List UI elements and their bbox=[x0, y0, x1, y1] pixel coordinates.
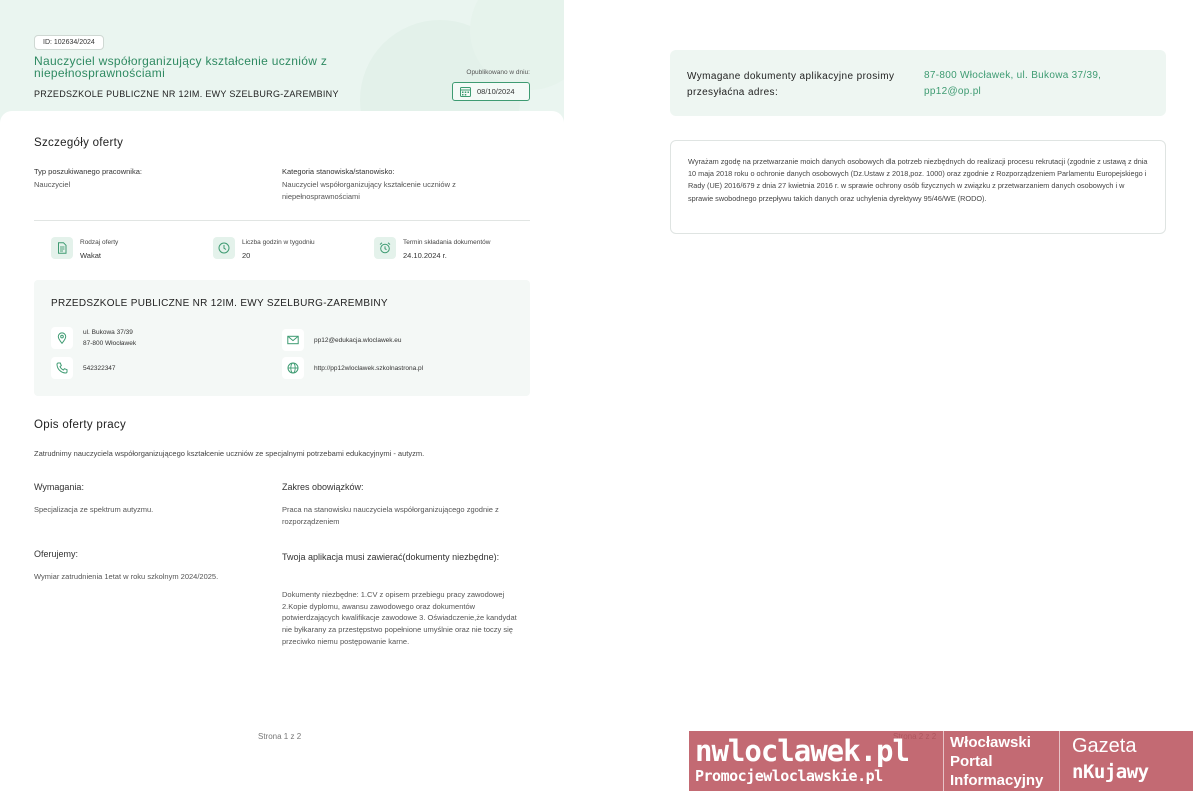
contact-card bbox=[34, 280, 530, 396]
stat-value: Wakat bbox=[80, 251, 101, 260]
offer-value: Wymiar zatrudnienia 1etat w roku szkolnym 2024/2025. bbox=[34, 572, 219, 581]
duties-label: Zakres obowiązków: bbox=[282, 482, 364, 492]
stat-label: Termin składania dokumentów bbox=[403, 239, 491, 246]
document-icon bbox=[56, 242, 68, 254]
watermark-portal: Włocławski Portal Informacyjny bbox=[943, 731, 1059, 791]
contact-address bbox=[51, 327, 136, 349]
job-title: Nauczyciel współorganizujący kształcenie uczniów z niepełnosprawnościami bbox=[34, 54, 328, 80]
duties-value: Praca na stanowisku nauczyciela współorganizującego zgodnie z rozporządzeniem bbox=[282, 505, 499, 526]
stat-value: 20 bbox=[242, 251, 251, 260]
consent-box bbox=[670, 140, 1166, 234]
application-address-value: 87-800 Włocławek, ul. Bukowa 37/39, pp12@op.pl bbox=[924, 70, 1102, 97]
stat-weekly-hours bbox=[213, 237, 315, 260]
consent-text: Wyrażam zgodę na przetwarzanie moich danych osobowych dla potrzeb niezbędnych do realizacji procesu rekrutacji (zgodnie z ustawą z dnia 10 maja 2018 roku o ochronie danych osobowych (Dz.Ustaw z 2018,poz. 1000) oraz zgodnie z Rozporządzeniem Parlamentu Europejskiego i Rady (UE) 2016/679 z dnia 27 kwietnia 2016 r. w sprawie ochrony osób fizycznych w związku z przetwarzaniem danych osobowych i w sprawie swobodnego przepływu takich danych oraz uchylenia dyrektywy 95/46/WE (RODO). bbox=[688, 157, 1148, 203]
phone-number[interactable]: 542322347 bbox=[83, 364, 116, 372]
offer-header bbox=[0, 0, 564, 125]
watermark-promo: Promocjewloclawskie.pl bbox=[695, 767, 883, 785]
offer-id-badge: ID: 102634/2024 bbox=[34, 35, 104, 50]
globe-icon bbox=[287, 362, 299, 374]
application-label: Twoja aplikacja musi zawierać(dokumenty niezbędne): bbox=[282, 552, 500, 562]
employee-type-label: Typ poszukiwanego pracownika: bbox=[34, 167, 142, 176]
alarm-clock-icon bbox=[379, 242, 391, 254]
contact-website bbox=[282, 357, 423, 379]
location-pin-icon bbox=[56, 332, 68, 344]
contact-school-name: PRZEDSZKOLE PUBLICZNE NR 12IM. EWY SZELBURG-ZAREMBINY bbox=[51, 298, 388, 309]
phone-icon bbox=[56, 362, 68, 374]
watermark-nkujawy: nKujawy bbox=[1072, 761, 1149, 783]
published-label: Opublikowano w dniu: bbox=[466, 69, 530, 76]
requirements-value: Specjalizacja ze spektrum autyzmu. bbox=[34, 505, 154, 514]
email-link[interactable]: pp12@edukacja.wloclawek.eu bbox=[314, 336, 402, 344]
school-name: PRZEDSZKOLE PUBLICZNE NR 12IM. EWY SZELBURG-ZAREMBINY bbox=[34, 89, 339, 99]
application-address-box bbox=[670, 50, 1166, 116]
watermark-site: nwloclawek.pl bbox=[695, 734, 909, 768]
category-label: Kategoria stanowiska/stanowisko: bbox=[282, 167, 395, 176]
description-intro: Zatrudnimy nauczyciela współorganizującego kształcenie uczniów ze specjalnymi potrzebami edukacyjnymi - autyzm. bbox=[34, 449, 425, 458]
document-page-1 bbox=[0, 0, 564, 799]
stat-value: 24.10.2024 r. bbox=[403, 251, 447, 260]
stat-label: Rodzaj oferty bbox=[80, 239, 119, 246]
contact-email bbox=[282, 329, 402, 351]
contact-phone bbox=[51, 357, 116, 379]
address-line-2: 87-800 Włocławek bbox=[83, 340, 137, 347]
stat-deadline bbox=[374, 237, 490, 260]
details-divider bbox=[34, 220, 530, 221]
document-page-2 bbox=[636, 0, 1200, 799]
page-number: Strona 1 z 2 bbox=[258, 732, 302, 741]
published-date-badge bbox=[452, 82, 530, 101]
stat-label: Liczba godzin w tygodniu bbox=[242, 239, 315, 246]
application-address-label: Wymagane dokumenty aplikacyjne prosimy przesyłaćna adres: bbox=[687, 71, 895, 98]
category-value: Nauczyciel współorganizujący kształcenie uczniów z niepełnosprawnościami bbox=[282, 180, 456, 201]
requirements-label: Wymagania: bbox=[34, 482, 84, 492]
clock-icon bbox=[218, 242, 230, 254]
published-date: 08/10/2024 bbox=[477, 87, 515, 96]
website-link[interactable]: http://pp12wloclawek.szkolnastrona.pl bbox=[314, 364, 424, 372]
application-value: Dokumenty niezbędne: 1.CV z opisem przebiegu pracy zawodowej 2.Kopie dyplomu, awansu zawodowego oraz dokumentów potwierdzających kwalifikacje zawodowe 3. Oświadczenie,że kandydat nie byłkarany za przestępstwo popełnione umyślnie oraz nie toczy się przeciwko niemu postępowanie karne. bbox=[282, 590, 517, 646]
stat-offer-type bbox=[51, 237, 118, 260]
offer-label: Oferujemy: bbox=[34, 549, 79, 559]
employee-type-value: Nauczyciel bbox=[34, 180, 71, 189]
watermark-gazeta: Gazeta bbox=[1072, 735, 1137, 757]
address-line-1: ul. Bukowa 37/39 bbox=[83, 329, 133, 336]
calendar-icon bbox=[460, 87, 471, 97]
envelope-icon bbox=[287, 334, 299, 346]
details-heading: Szczegóły oferty bbox=[34, 137, 124, 149]
description-heading: Opis oferty pracy bbox=[34, 419, 127, 431]
watermark-banner bbox=[689, 731, 1193, 791]
